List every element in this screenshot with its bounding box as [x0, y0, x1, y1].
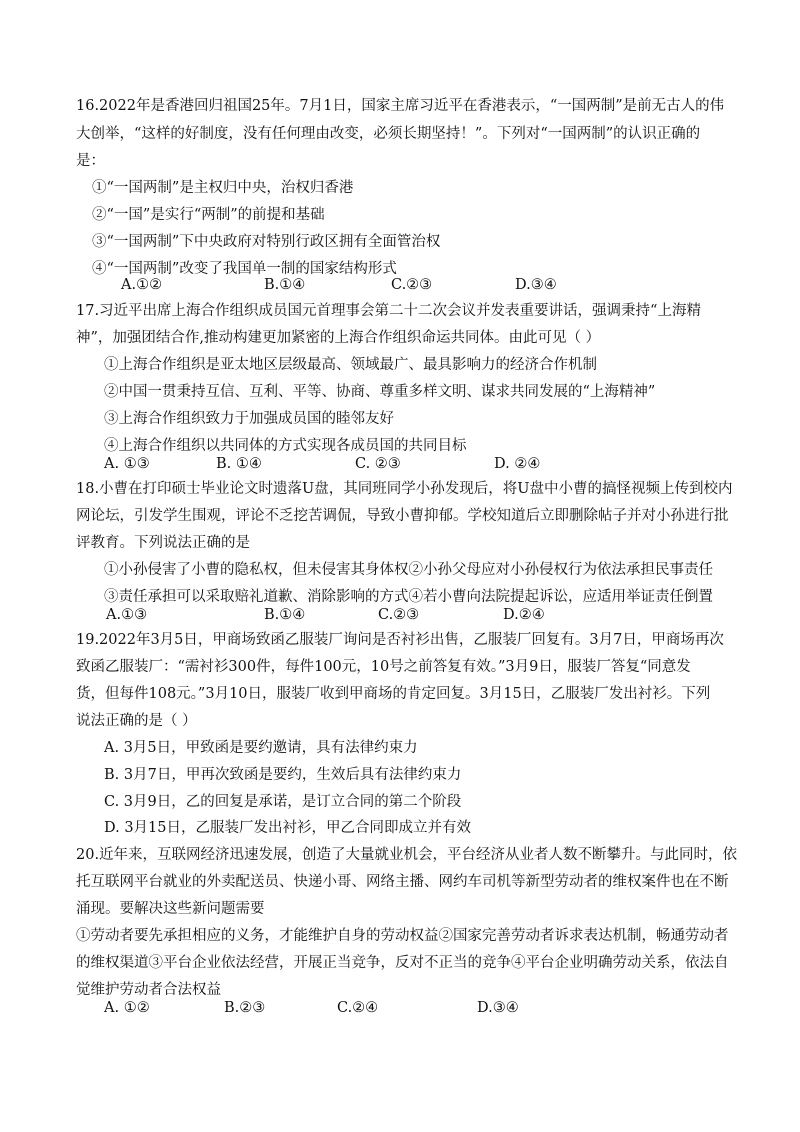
- question-19-text-line-2: 致函乙服装厂：“需衬衫300件，每件100元，10号之前答复有效。”3月9日，服装厂答复“同意发: [76, 659, 691, 675]
- question-20-choice-c: C.②④: [337, 1000, 379, 1016]
- question-17-item-2: ②中国一贯秉持互信、互利、平等、协商、尊重多样文明、谋求共同发展的“上海精神”: [104, 384, 656, 400]
- question-20-choice-d: D.③④: [477, 1000, 519, 1016]
- question-16-choice-b: B.①④: [264, 277, 306, 293]
- question-16-item-2: ②“一国”是实行“两制”的前提和基础: [92, 207, 325, 223]
- question-20-text-line-5: 的维权渠道③平台企业依法经营，开展正当竞争，反对不正当的竞争④平台企业明确劳动关系，依法自: [76, 955, 729, 971]
- question-20-text-line-6: 觉维护劳动者合法权益: [76, 982, 221, 998]
- question-16-choices: [0, 275, 800, 295]
- question-17-item-4: ④上海合作组织以共同体的方式实现各成员国的共同目标: [104, 438, 467, 454]
- question-16-item-4: ④“一国两制”改变了我国单一制的国家结构形式: [92, 261, 397, 277]
- question-16-choice-c: C.②③: [391, 277, 433, 293]
- question-17-item-1: ①上海合作组织是亚太地区层级最高、领域最广、最具影响力的经济合作机制: [104, 357, 597, 373]
- question-20-text-line-1: 20.近年来，互联网经济迅速发展，创造了大量就业机会，平台经济从业者人数不断攀升。与此同时，依: [76, 847, 738, 863]
- question-19-text-line-3: 货，但每件108元。”3月10日，服装厂收到甲商场的肯定回复。3月15日，乙服装厂发出衬衫。下列: [76, 686, 711, 702]
- question-19-text-line-4: 说法正确的是（ ）: [76, 713, 197, 729]
- question-18-text-line-2: 网论坛，引发学生围观，评论不乏挖苦调侃，导致小曹抑郁。学校知道后立即删除帖子并对小孙进行批: [76, 508, 729, 524]
- question-17-item-3: ③上海合作组织致力于加强成员国的睦邻友好: [104, 411, 394, 427]
- question-18-choice-c: C.②③: [378, 607, 420, 623]
- question-18-choices: [0, 605, 800, 625]
- question-17-choices: [0, 454, 800, 474]
- question-19-option-c: C. 3月9日，乙的回复是承诺，是订立合同的第二个阶段: [104, 794, 462, 810]
- question-18-choice-a: A.①③: [106, 607, 148, 623]
- question-18-item-2: ③责任承担可以采取赔礼道歉、消除影响的方式④若小曹向法院提起诉讼，应适用举证责任倒置: [104, 589, 713, 605]
- question-16-item-3: ③“一国两制”下中央政府对特别行政区拥有全面管治权: [92, 234, 441, 250]
- question-17-choice-c: C. ②③: [355, 456, 401, 472]
- question-16-text-line-1: 16.2022年是香港回归祖国25年。7月1日，国家主席习近平在香港表示，“一国两制”是前无古人的伟: [76, 98, 725, 114]
- question-20-text-line-2: 托互联网平台就业的外卖配送员、快递小哥、网络主播、网约车司机等新型劳动者的维权案件也在不断: [76, 874, 729, 890]
- question-20-choices: [0, 998, 800, 1018]
- question-17-choice-a: A. ①③: [104, 456, 150, 472]
- question-19-text-line-1: 19.2022年3月5日，甲商场致函乙服装厂询问是否衬衫出售，乙服装厂回复有。3月7日，甲商场再次: [76, 632, 724, 648]
- question-19-option-a: A. 3月5日，甲致函是要约邀请，具有法律约束力: [104, 740, 418, 756]
- question-20-text-line-3: 涌现。要解决这些新问题需要: [76, 901, 265, 917]
- question-16-item-1: ①“一国两制”是主权归中央，治权归香港: [92, 180, 354, 196]
- question-20-choice-b: B.②③: [224, 1000, 266, 1016]
- question-16-text-line-3: 是：: [76, 153, 105, 169]
- question-20-choice-a: A. ①②: [104, 1000, 150, 1016]
- question-16-choice-a: A.①②: [121, 277, 163, 293]
- question-16-text-line-2: 大创举，“这样的好制度，没有任何理由改变，必须长期坚持！”。下列对“一国两制”的认识正确的: [76, 126, 701, 142]
- question-19-option-b: B. 3月7日，甲再次致函是要约，生效后具有法律约束力: [104, 767, 462, 783]
- question-18-text-line-1: 18.小曹在打印硕士毕业论文时遗落U盘，其同班同学小孙发现后，将U盘中小曹的搞怪视频上传到校内: [76, 481, 733, 497]
- question-18-choice-b: B.①④: [264, 607, 306, 623]
- question-17-text-line-2: 神”，加强团结合作,推动构建更加紧密的上海合作组织命运共同体。由此可见（ ）: [76, 330, 601, 346]
- question-18-text-line-3: 评教育。下列说法正确的是: [76, 535, 250, 551]
- question-20-text-line-4: ①劳动者要先承担相应的义务，才能维护自身的劳动权益②国家完善劳动者诉求表达机制，畅通劳动者: [76, 928, 729, 944]
- question-17-choice-b: B. ①④: [216, 456, 262, 472]
- question-18-choice-d: D.②④: [503, 607, 545, 623]
- question-17-text-line-1: 17.习近平出席上海合作组织成员国元首理事会第二十二次会议并发表重要讲话，强调秉持“上海精: [76, 303, 701, 319]
- question-18-item-1: ①小孙侵害了小曹的隐私权，但未侵害其身体权②小孙父母应对小孙侵权行为依法承担民事责任: [104, 562, 713, 578]
- question-19-option-d: D. 3月15日，乙服装厂发出衬衫，甲乙合同即成立并有效: [104, 820, 472, 836]
- question-16-choice-d: D.③④: [515, 277, 557, 293]
- question-17-choice-d: D. ②④: [494, 456, 541, 472]
